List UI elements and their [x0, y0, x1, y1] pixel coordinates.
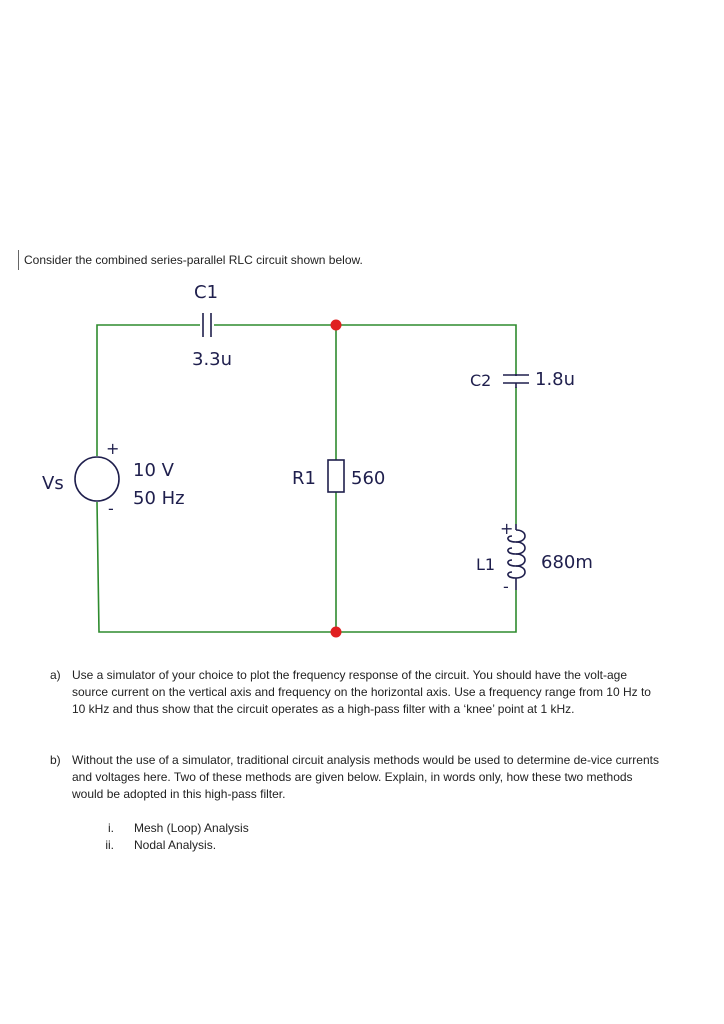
l1-minus: - — [503, 577, 509, 596]
method-num: ii. — [105, 838, 114, 852]
wire-l1-bottom — [97, 502, 516, 632]
source-plus: + — [106, 439, 120, 458]
r1-name: R1 — [292, 468, 316, 489]
method-num: i. — [108, 821, 114, 835]
capacitor-c2 — [503, 374, 529, 388]
question-a-text: Use a simulator of your choice to plot the frequency response of the circuit. You should have the volt-age source current on the vertical axis and frequency on the horizontal axis. Use a frequency range from 10 Hz to 10 kHz and thus show that the circuit operates as a high-pass filter with a ‘knee’ point at 1 kHz. — [72, 668, 651, 716]
source-voltage: 10 V — [133, 460, 174, 481]
resistor-r1 — [328, 460, 344, 492]
intro-text: Consider the combined series-parallel RLC circuit shown below. — [24, 253, 363, 267]
l1-value: 680m — [541, 552, 593, 573]
question-b — [50, 752, 660, 803]
method-text: Nodal Analysis. — [134, 838, 217, 852]
l1-name: L1 — [476, 555, 496, 574]
node-bottom — [331, 627, 342, 638]
capacitor-c1 — [203, 313, 211, 337]
method-item — [80, 837, 249, 854]
c1-value: 3.3u — [192, 349, 233, 370]
c2-name: C2 — [470, 371, 492, 390]
methods-list — [80, 820, 249, 854]
method-item — [80, 820, 249, 837]
wire-top-right — [336, 325, 516, 374]
question-a-mark: a) — [50, 668, 61, 682]
source-minus: - — [108, 499, 114, 518]
margin-bar — [18, 250, 19, 270]
source-frequency: 50 Hz — [133, 488, 185, 509]
wire-top-left — [97, 325, 200, 456]
voltage-source — [75, 457, 119, 501]
method-text: Mesh (Loop) Analysis — [134, 821, 249, 835]
node-top — [331, 320, 342, 331]
source-name: Vs — [42, 473, 64, 494]
c2-value: 1.8u — [535, 369, 576, 390]
c1-name: C1 — [194, 282, 219, 303]
l1-plus: + — [500, 519, 514, 538]
circuit-diagram — [0, 270, 724, 650]
question-a — [50, 667, 660, 718]
r1-value: 560 — [351, 468, 386, 489]
question-b-text: Without the use of a simulator, traditional circuit analysis methods would be used to determine de-vice currents and voltages here. Two of these methods are given below. Explain, in words only, how these two methods would be adopted in this high-pass filter. — [72, 753, 659, 801]
question-b-mark: b) — [50, 753, 61, 767]
